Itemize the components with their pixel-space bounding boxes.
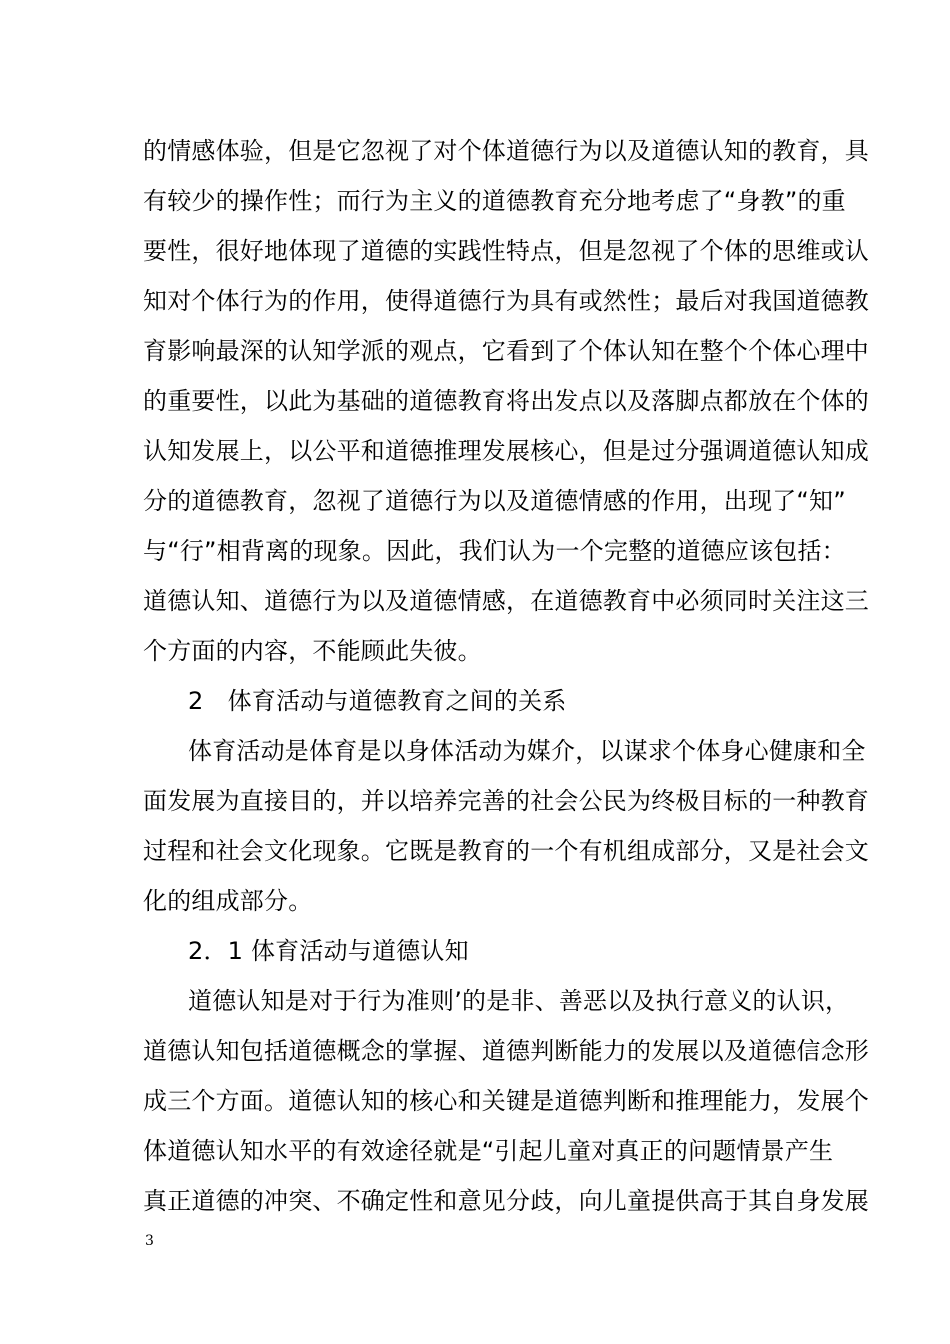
- paragraph-line: 过程和社会文化现象。它既是教育的一个有机组成部分，又是社会文: [143, 837, 869, 865]
- paragraph-line: 成三个方面。道德认知的核心和关键是道德判断和推理能力，发展个: [143, 1087, 869, 1115]
- paragraph-line: 道德认知、道德行为以及道德情感，在道德教育中必须同时关注这三: [143, 587, 869, 615]
- paragraph-line: 知对个体行为的作用，使得道德行为具有或然性；最后对我国道德教: [143, 287, 869, 315]
- subsection-heading: 2．1 体育活动与道德认知: [188, 937, 469, 965]
- paragraph-line: 体育活动是体育是以身体活动为媒介，以谋求个体身心健康和全: [188, 737, 866, 765]
- paragraph-line: 认知发展上，以公平和道德推理发展核心，但是过分强调道德认知成: [143, 437, 869, 465]
- paragraph-line: 的情感体验，但是它忽视了对个体道德行为以及道德认知的教育，具: [143, 137, 869, 165]
- paragraph-line: 面发展为直接目的，并以培养完善的社会公民为终极目标的一种教育: [143, 787, 869, 815]
- paragraph-line: 个方面的内容，不能顾此失彼。: [143, 637, 482, 665]
- paragraph-line: 分的道德教育，忽视了道德行为以及道德情感的作用，出现了“知”: [143, 487, 846, 515]
- page-number: 3: [145, 1233, 154, 1249]
- paragraph-line: 要性，很好地体现了道德的实践性特点，但是忽视了个体的思维或认: [143, 237, 869, 265]
- paragraph-line: 化的组成部分。: [143, 887, 313, 915]
- paragraph-line: 育影响最深的认知学派的观点，它看到了个体认知在整个个体心理中: [143, 337, 869, 365]
- paragraph-line: 有较少的操作性；而行为主义的道德教育充分地考虑了“身教”的重: [143, 187, 846, 215]
- paragraph-line: 体道德认知水平的有效途径就是“引起儿童对真正的问题情景产生: [143, 1137, 834, 1165]
- paragraph-line: 道德认知包括道德概念的掌握、道德判断能力的发展以及道德信念形: [143, 1037, 869, 1065]
- paragraph-line: 道德认知是对于行为准则’的是非、善恶以及执行意义的认识，: [188, 987, 850, 1015]
- paragraph-line: 的重要性，以此为基础的道德教育将出发点以及落脚点都放在个体的: [143, 387, 869, 415]
- paragraph-line: 与“行”相背离的现象。因此，我们认为一个完整的道德应该包括：: [143, 537, 846, 565]
- section-heading: 2 体育活动与道德教育之间的关系: [188, 687, 567, 715]
- paragraph-line: 真正道德的冲突、不确定性和意见分歧，向儿童提供高于其自身发展: [143, 1187, 869, 1215]
